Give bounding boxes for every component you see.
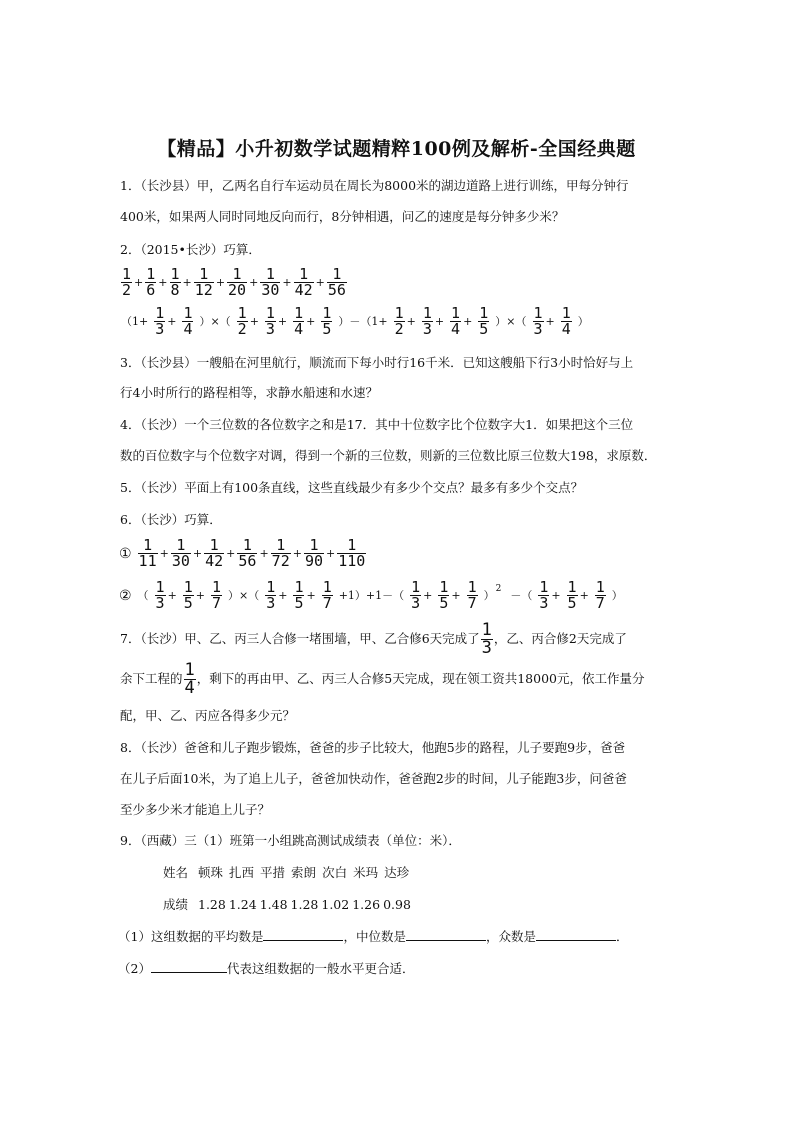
- student-name: 扎西: [229, 865, 255, 880]
- q2-expression-1: [120, 267, 348, 298]
- fraction: $\frac{1}{3}$: [533, 304, 543, 338]
- fraction: $\frac{1}{3}$: [155, 304, 165, 338]
- page-title: 【精品】小升初数学试题精粹100例及解析-全国经典题: [157, 138, 636, 160]
- fraction: $\frac{1}{110}$: [338, 536, 366, 570]
- fraction: $\frac{1}{4}$: [184, 660, 195, 698]
- score-value: 1.48: [259, 897, 288, 912]
- q3-line-1: 3．（长沙县）一艘船在河里航行，顺流而下每小时行16千米．已知这艘船下行3小时恰好与上: [120, 355, 634, 370]
- q4-line-1: 4．（长沙）一个三位数的各位数字之和是17．其中十位数字比个位数字大1．如果把这个三位: [120, 417, 634, 432]
- fraction: $\frac{1}{7}$: [467, 578, 477, 612]
- operator: +1）+1－（: [338, 588, 405, 602]
- fraction: $\frac{1}{30}$: [171, 536, 190, 570]
- paren: ）: [611, 588, 623, 602]
- q7-text-a: 7．（长沙）甲、乙、丙三人合修一堵围墙，甲、乙合修6天完成了: [120, 631, 480, 646]
- plus-sign: +: [159, 546, 169, 560]
- q9-part-1: [118, 928, 629, 946]
- plus-sign: +: [215, 275, 226, 289]
- operator: ）×（: [228, 588, 260, 602]
- fraction: $\frac{1}{12}$: [194, 265, 213, 299]
- q9-p1-text-b: ，中位数是: [343, 929, 406, 944]
- q9-p1-text-d: ．: [616, 929, 629, 944]
- q9-line-1: 9．（西藏）三（1）班第一小组跳高测试成绩表（单位：米）．: [120, 833, 461, 848]
- fraction: $\frac{1}{11}$: [138, 536, 157, 570]
- q7-text-b: ，乙、丙合修2天完成了: [493, 631, 627, 646]
- q6-expression-1: [118, 538, 367, 569]
- plus-sign: +: [292, 546, 302, 560]
- q9-p2-text-a: （2）: [118, 961, 151, 976]
- exponent: 2: [495, 584, 502, 594]
- fraction: $\frac{1}{3}$: [411, 578, 421, 612]
- scores-label: 成绩: [163, 897, 189, 912]
- q2-e2-mid3: ）×（: [495, 314, 527, 328]
- q1-line-1: 1．（长沙县）甲，乙两名自行车运动员在周长为8000米的湖边道路上进行训练，甲每分钟行: [120, 178, 629, 193]
- fraction: $\frac{1}{2}$: [122, 265, 132, 299]
- fraction: $\frac{1}{56}$: [238, 536, 257, 570]
- fraction: $\frac{1}{3}$: [422, 304, 432, 338]
- q2-line-1: 2．（2015•长沙）巧算．: [120, 242, 261, 257]
- fraction: $\frac{1}{72}$: [271, 536, 290, 570]
- fraction: $\frac{1}{7}$: [322, 578, 332, 612]
- q9-p2-text-b: 代表这组数据的一般水平更合适．: [226, 961, 415, 976]
- fraction: $\frac{1}{5}$: [439, 578, 449, 612]
- fraction: $\frac{1}{3}$: [539, 578, 549, 612]
- plus-sign: +: [158, 275, 168, 289]
- fraction: $\frac{1}{20}$: [228, 265, 247, 299]
- answer-blank-measure[interactable]: [151, 960, 227, 973]
- fraction: $\frac{1}{3}$: [266, 578, 276, 612]
- fraction: $\frac{1}{4}$: [183, 304, 193, 338]
- fraction: $\frac{1}{2}$: [394, 304, 404, 338]
- q2-e2-mid2: ）－（1+: [338, 314, 388, 328]
- fraction: $\frac{1}{3}$: [265, 304, 275, 338]
- fraction: $\frac{1}{3}$: [481, 620, 492, 658]
- q3-line-2: 行4小时所行的路程相等，求静水船速和水速？: [120, 385, 378, 400]
- plus-sign: +: [226, 546, 236, 560]
- score-value: 0.98: [383, 897, 411, 912]
- student-name: 索朗: [291, 865, 317, 880]
- q2-e2-close: ）: [577, 314, 589, 328]
- fraction: $\frac{1}{4}$: [294, 304, 304, 338]
- score-value: 1.02: [321, 897, 350, 912]
- student-name: 达珍: [384, 865, 410, 880]
- plus-sign: +: [134, 275, 144, 289]
- q7-line-3: 配，甲、乙、丙应各得多少元？: [120, 708, 296, 723]
- q7-line-1: [120, 622, 627, 657]
- q7-text-c: 余下工程的: [120, 671, 183, 686]
- student-name: 次白: [322, 865, 348, 880]
- fraction: $\frac{1}{5}$: [322, 304, 332, 338]
- plus-sign: +: [182, 275, 192, 289]
- answer-blank-median[interactable]: [406, 928, 486, 941]
- q9-part-2: [118, 960, 414, 978]
- q7-line-2: [120, 662, 644, 697]
- plus-sign: +: [326, 546, 336, 560]
- q7-text-d: ，剩下的再由甲、乙、丙三人合修5天完成，现在领工资共18000元，依工作量分: [196, 671, 645, 686]
- fraction: $\frac{1}{56}$: [327, 265, 346, 299]
- plus-sign: +: [315, 275, 325, 289]
- fraction: $\frac{1}{7}$: [595, 578, 605, 612]
- q6-line-1: 6．（长沙）巧算．: [120, 512, 222, 527]
- q2-e2-mid1: ）×（: [199, 314, 231, 328]
- fraction: $\frac{1}{4}$: [561, 304, 571, 338]
- plus-sign: +: [192, 546, 203, 560]
- q8-line-1: 8．（长沙）爸爸和儿子跑步锻炼，爸爸的步子比较大，他跑5步的路程，儿子要跑9步，爸爸: [120, 740, 626, 755]
- answer-blank-mean[interactable]: [263, 928, 343, 941]
- circled-number-2: ②: [119, 587, 132, 604]
- score-value: 1.24: [228, 897, 257, 912]
- fraction: $\frac{1}{3}$: [155, 578, 165, 612]
- q4-line-2: 数的百位数字与个位数字对调，得到一个新的三位数，则新的三位数比原三位数大198，求原数．: [120, 448, 657, 463]
- fraction: $\frac{1}{5}$: [479, 304, 489, 338]
- fraction: $\frac{1}{30}$: [261, 265, 280, 299]
- student-name: 米玛: [353, 865, 379, 880]
- fraction: $\frac{1}{5}$: [294, 578, 304, 612]
- q9-p1-text-c: ，众数是: [485, 929, 536, 944]
- q8-line-2: 在儿子后面10米，为了追上儿子，爸爸加快动作，爸爸跑2步的时间，儿子能跑3步，问爸爸: [120, 771, 627, 786]
- q5-line-1: 5．（长沙）平面上有100条直线，这些直线最少有多少个交点？最多有多少个交点？: [120, 480, 584, 495]
- fraction: $\frac{1}{90}$: [304, 536, 324, 570]
- q1-line-2: 400米，如果两人同时同地反向而行，8分钟相遇，问乙的速度是每分钟多少米？: [120, 209, 565, 224]
- q6-expression-2: ② （ $\frac{1}{3}$ + $\frac{1}{5}$ + $\frac{1}{7}$ ）×（ $\frac{1}{3}$ + $\frac{1}{5}$ + $\frac{1}{7}$ +1）+1－（ $\frac{1}{3}$ + $\frac{1}{5}$ + $\frac{1}{7}$ ）$^2$ －（ $\frac{1}{3}$ + $\frac{1}{5}$ + $\frac{1}{7}$ ）: [119, 578, 623, 612]
- q8-line-3: 至少多少米才能追上儿子？: [120, 802, 271, 817]
- operator: ）: [483, 588, 495, 602]
- score-value: 1.28: [198, 897, 226, 912]
- fraction: $\frac{1}{2}$: [237, 304, 247, 338]
- names-label: 姓名: [163, 865, 189, 880]
- fraction: $\frac{1}{42}$: [294, 265, 313, 299]
- q9-names-row: [163, 864, 415, 882]
- q9-scores-row: [163, 896, 414, 914]
- operator: －（: [510, 588, 533, 602]
- student-name: 平措: [260, 865, 286, 880]
- fraction: $\frac{1}{8}$: [170, 265, 180, 299]
- q2-e2-open: （1+: [121, 314, 149, 328]
- score-value: 1.28: [290, 897, 319, 912]
- score-value: 1.26: [352, 897, 381, 912]
- fraction: $\frac{1}{5}$: [183, 578, 193, 612]
- q2-expression-2: （1+ $\frac{1}{3}$ + $\frac{1}{4}$ ）×（ $\frac{1}{2}$ + $\frac{1}{3}$ + $\frac{1}{4}$ + $\frac{1}{5}$ ）－（1+ $\frac{1}{2}$ + $\frac{1}{3}$ + $\frac{1}{4}$ + $\frac{1}{5}$ ）×（ $\frac{1}{3}$ + $\frac{1}{4}$ ）: [121, 304, 589, 338]
- fraction: $\frac{1}{5}$: [567, 578, 577, 612]
- plus-sign: +: [249, 275, 259, 289]
- q9-p1-text-a: （1）这组数据的平均数是: [118, 929, 264, 944]
- fraction: $\frac{1}{4}$: [451, 304, 461, 338]
- fraction: $\frac{1}{6}$: [146, 265, 156, 299]
- student-name: 顿珠: [198, 865, 224, 880]
- plus-sign: +: [282, 275, 292, 289]
- plus-sign: +: [259, 546, 269, 560]
- paren: （: [137, 588, 149, 602]
- fraction: $\frac{1}{7}$: [212, 578, 222, 612]
- fraction: $\frac{1}{42}$: [205, 536, 224, 570]
- circled-number-1: ①: [119, 545, 132, 562]
- answer-blank-mode[interactable]: [536, 928, 616, 941]
